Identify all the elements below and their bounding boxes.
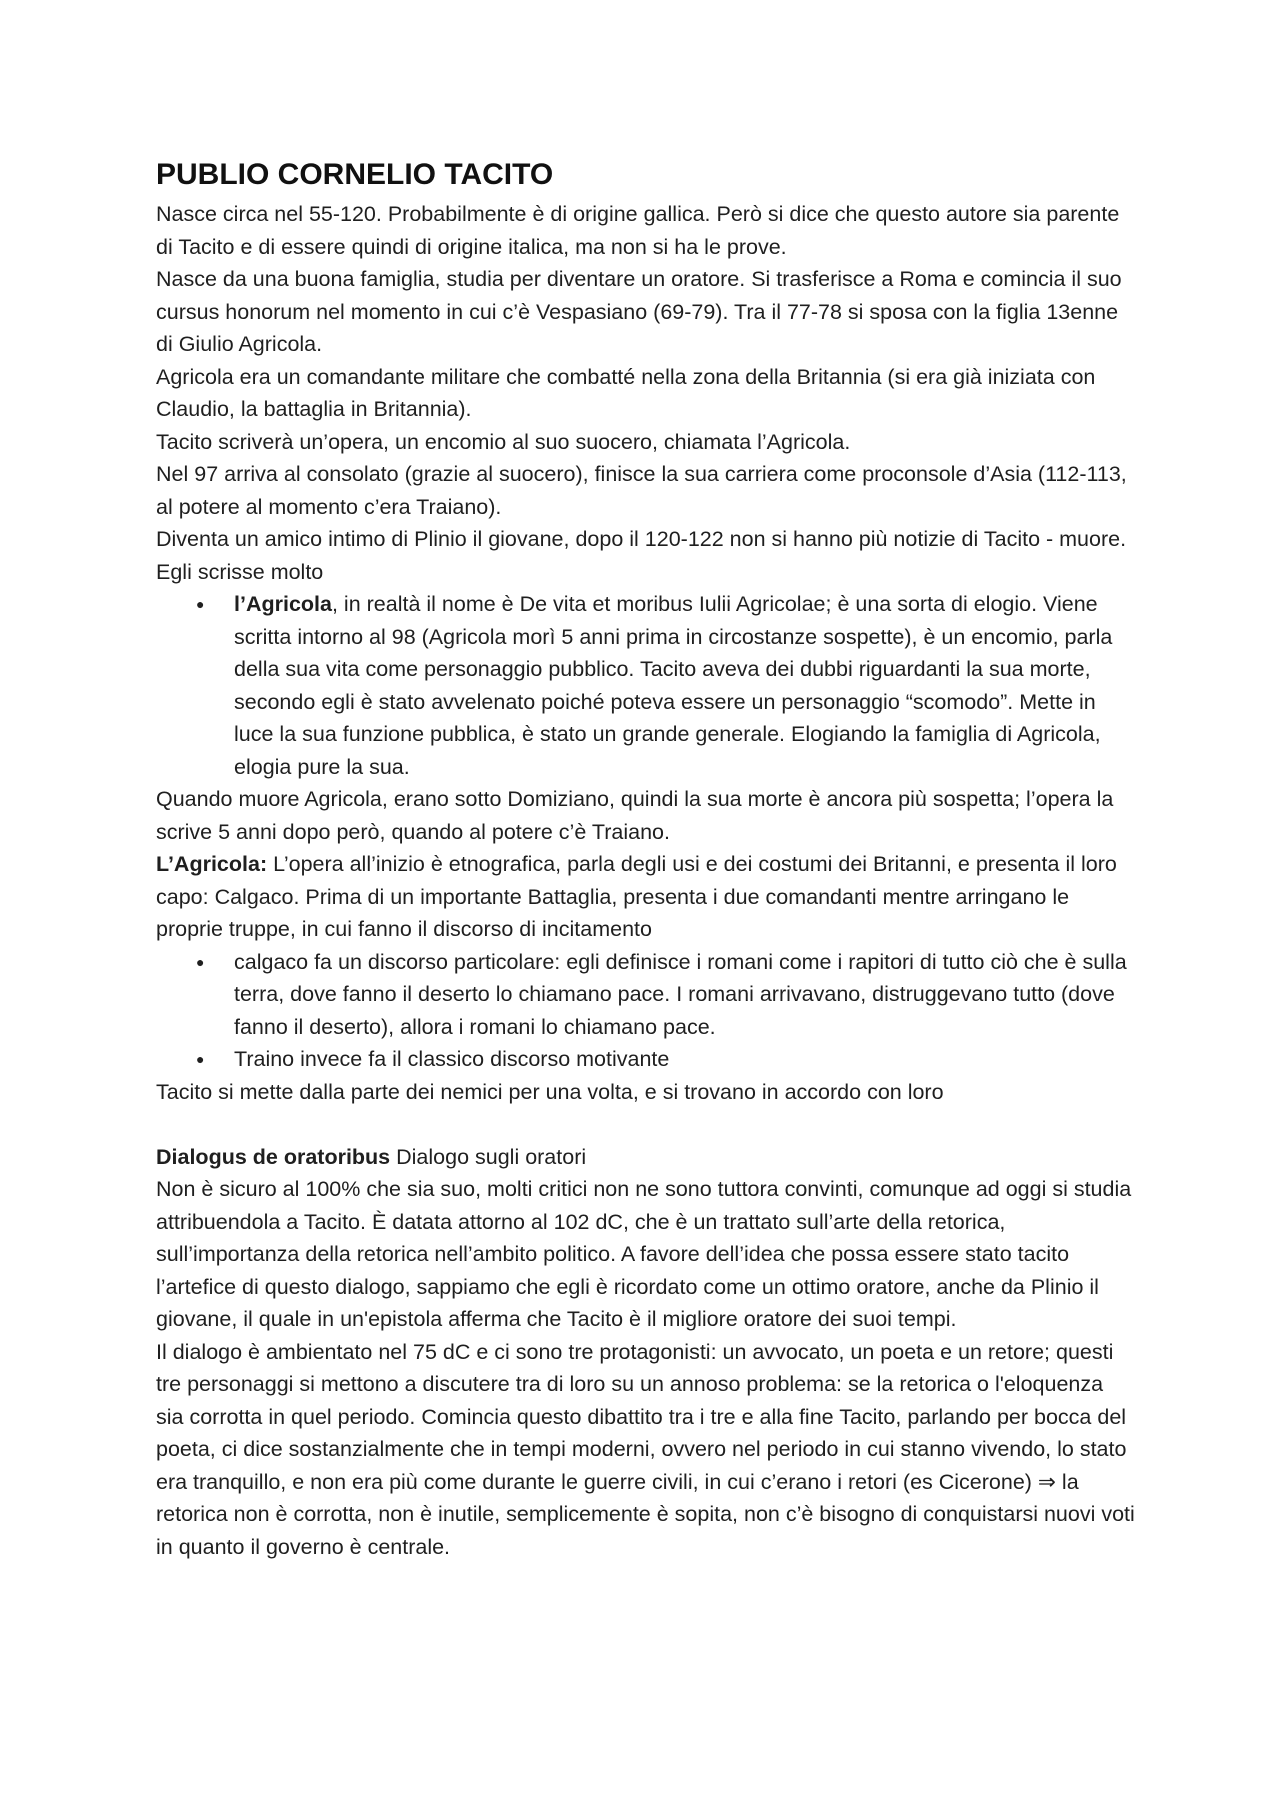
paragraph-domiziano: Quando muore Agricola, erano sotto Domiziano, quindi la sua morte è ancora più sospetta; l’opera la scrive 5 anni dopo però, quando al potere c’è Traiano.	[156, 787, 1114, 844]
paragraph-enemies: Tacito si mette dalla parte dei nemici per una volta, e si trovano in accordo con loro	[156, 1079, 944, 1104]
bullet-icon: ●	[196, 1051, 205, 1067]
list-item-calgaco	[156, 946, 1136, 1044]
bullet-icon: ●	[196, 596, 205, 612]
agricola-desc: L’opera all’inizio è etnografica, parla degli usi e dei costumi dei Britanni, e presenta il loro capo: Calgaco. Prima di un importante Battaglia, presenta i due comandanti mentre arringano le proprie truppe, in cui fanno il discorso di incitamento	[156, 852, 1117, 941]
paragraph-career: Nasce da una buona famiglia, studia per diventare un oratore. Si trasferisce a Roma e comincia il suo cursus honorum nel momento in cui c’è Vespasiano (69-79). Tra il 77-78 si sposa con la figlia 13enne di Giulio Agricola.	[156, 267, 1122, 356]
dialogus-subtitle: Dialogo sugli oratori	[390, 1144, 587, 1169]
paragraph-agricola-work	[156, 848, 1136, 946]
speech-traiano: Traino invece fa il classico discorso motivante	[234, 1047, 670, 1071]
list-item-traiano	[156, 1043, 1136, 1076]
list-item-agricola	[156, 588, 1136, 783]
spacer	[156, 1108, 1136, 1141]
dialogus-title: Dialogus de oratoribus	[156, 1144, 391, 1169]
paragraph-dialogus-attribution: Non è sicuro al 100% che sia suo, molti critici non ne sono tuttora convinti, comunque ad oggi si studia attribuendola a Tacito. È datata attorno al 102 dC, che è un trattato sull’arte della retorica, sull’importanza della retorica nell’ambito politico. A favore dell’idea che possa essere stato tacito l’artefice di questo dialogo, sappiamo che egli è ricordato come un ottimo oratore, anche da Plinio il giovane, il quale in un'epistola afferma che Tacito è il migliore oratore dei suoi tempi.	[156, 1177, 1132, 1331]
work-title-agricola: l’Agricola	[234, 592, 332, 616]
paragraph-origin: Nasce circa nel 55-120. Probabilmente è di origine gallica. Però si dice che questo autore sia parente di Tacito e di essere quindi di origine italica, ma non si ha le prove.	[156, 202, 1120, 259]
paragraph-plinio: Diventa un amico intimo di Plinio il giovane, dopo il 120-122 non si hanno più notizie di Tacito - muore.	[156, 527, 1127, 551]
paragraph-dialogus-plot: Il dialogo è ambientato nel 75 dC e ci sono tre protagonisti: un avvocato, un poeta e un retore; questi tre personaggi si mettono a discutere tra di loro su un annoso problema: se la retorica o l'eloquenza sia corrotta in quel periodo. Comincia questo dibattito tra i tre e alla fine Tacito, parlando per bocca del poeta, ci dice sostanzialmente che in tempi moderni, ovvero nel periodo in cui stanno vivendo, lo stato era tranquillo, e non era più come durante le guerre civili, in cui c’erano i retori (es Cicerone) ⇒ la retorica non è corrotta, non è inutile, semplicemente è sopita, non c’è bisogno di conquistarsi nuovi voti in quanto il governo è centrale.	[156, 1339, 1135, 1559]
page-title: PUBLIO CORNELIO TACITO	[156, 158, 554, 191]
document-body	[156, 152, 1136, 1563]
speech-calgaco: calgaco fa un discorso particolare: egli definisce i romani come i rapitori di tutto ciò che è sulla terra, dove fanno il deserto lo chiamano pace. I romani arrivavano, distruggevano tutto (dove fanno il deserto), allora i romani lo chiamano pace.	[234, 949, 1127, 1039]
paragraph-works-intro: Egli scrisse molto	[156, 559, 324, 584]
works-list	[156, 588, 1136, 783]
speeches-list	[156, 946, 1136, 1076]
work-desc-agricola: , in realtà il nome è De vita et moribus Iulii Agricolae; è una sorta di elogio. Viene scritta intorno al 98 (Agricola morì 5 anni prima in circostanze sospette), è un encomio, parla della sua vita come personaggio pubblico. Tacito aveva dei dubbi riguardanti la sua morte, secondo egli è stato avvelenato poiché poteva essere un personaggio “scomodo”. Mette in luce la sua funzione pubblica, è stato un grande generale. Elogiando la famiglia di Agricola, elogia pure la sua.	[234, 592, 1113, 779]
paragraph-consolato: Nel 97 arriva al consolato (grazie al suocero), finisce la sua carriera come proconsole d’Asia (112-113, al potere al momento c’era Traiano).	[156, 462, 1127, 519]
paragraph-agricola: Agricola era un comandante militare che combatté nella zona della Britannia (si era già iniziata con Claudio, la battaglia in Britannia).	[156, 364, 1096, 421]
bullet-icon: ●	[196, 953, 205, 970]
paragraph-encomio: Tacito scriverà un’opera, un encomio al suo suocero, chiamata l’Agricola.	[156, 429, 851, 454]
section-heading-dialogus	[156, 1141, 1136, 1174]
agricola-label: L’Agricola:	[156, 852, 268, 876]
